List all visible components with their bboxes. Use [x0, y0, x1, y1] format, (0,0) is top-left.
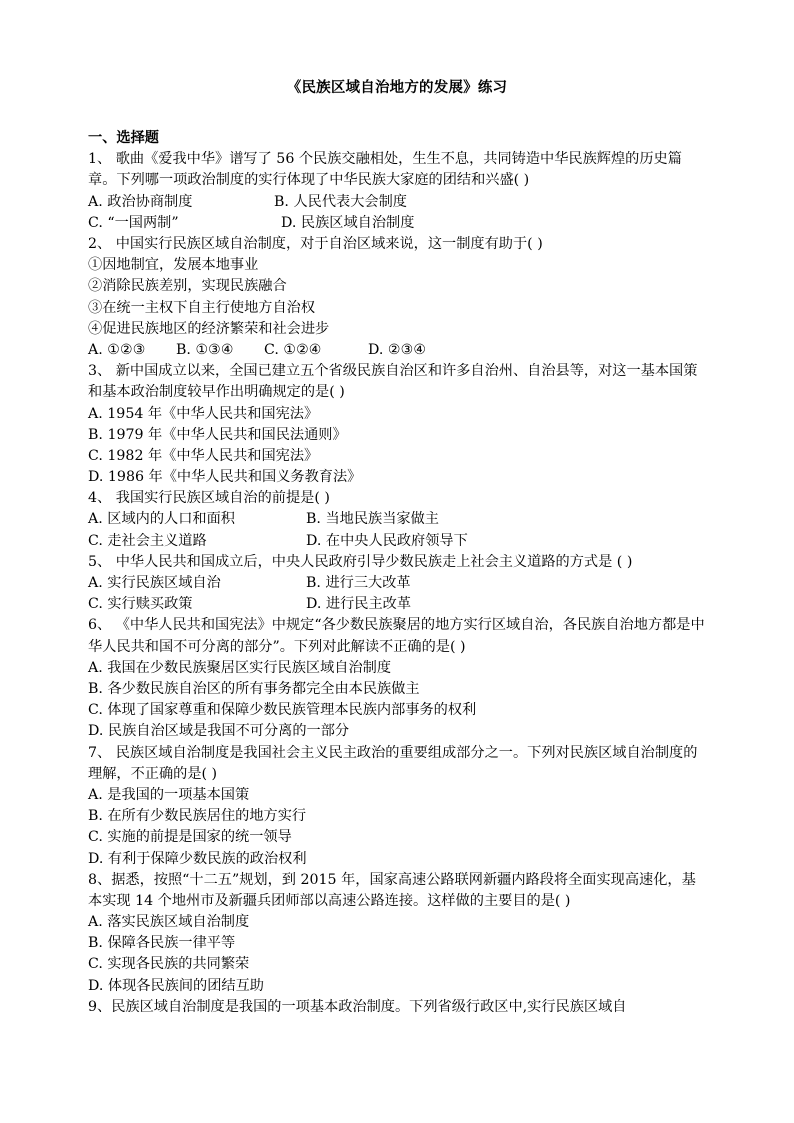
question-9-stem: 9、民族区域自治制度是我国的一项基本政治制度。下列省级行政区中,实行民族区域自	[88, 998, 627, 1015]
question-1-options-row-1	[88, 192, 708, 213]
question-1-option-b: B. 人民代表大会制度	[274, 193, 407, 210]
section-heading: 一、选择题	[88, 130, 159, 146]
question-6-option-d: D. 民族自治区域是我国不可分离的一部分	[88, 723, 350, 740]
question-list	[88, 128, 708, 1018]
question-1-option-a: A. 政治协商制度	[88, 193, 193, 210]
question-6-stem: 6、 《中华人民共和国宪法》中规定“各少数民族聚居的地方实行区域自治，各民族自治地方都是中华人民共和国不可分离的部分”。下列对此解读不正确的是( )	[88, 617, 705, 655]
question-4-option-d: D. 在中央人民政府领导下	[306, 532, 468, 549]
question-8-stem: 8、据悉，按照“十二五”规划，到 2015 年，国家高速公路联网新疆内路段将全面实现高速化，基本实现 14 个地州市及新疆兵团师部以高速公路连接。这样做的主要目的是( )	[88, 871, 696, 909]
question-4-option-c: C. 走社会主义道路	[88, 532, 207, 549]
question-3-option-c: C. 1982 年《中华人民共和国宪法》	[88, 447, 319, 464]
question-8-option-a: A. 落实民族区域自治制度	[88, 914, 250, 931]
question-2-option-a: A. ①②③	[88, 341, 146, 358]
question-5-option-c: C. 实行赎买政策	[88, 596, 193, 613]
question-4-options-row-2	[88, 531, 708, 552]
question-5-option-b: B. 进行三大改革	[306, 575, 411, 592]
question-2-item-3: ③在统一主权下自主行使地方自治权	[88, 299, 316, 316]
question-6-option-a: A. 我国在少数民族聚居区实行民族区域自治制度	[88, 659, 392, 676]
question-1-option-c: C. “一国两制”	[88, 214, 179, 231]
question-5-stem: 5、 中华人民共和国成立后，中央人民政府引导少数民族走上社会主义道路的方式是 ( )	[88, 553, 633, 570]
question-4-option-a: A. 区域内的人口和面积	[88, 511, 235, 528]
question-8-option-c: C. 实现各民族的共同繁荣	[88, 956, 250, 973]
question-3-option-b: B. 1979 年《中华人民共和国民法通则》	[88, 426, 347, 443]
question-2-option-c: C. ①②④	[264, 341, 322, 358]
question-7-option-c: C. 实施的前提是国家的统一领导	[88, 829, 292, 846]
question-1-options-row-2	[88, 213, 708, 234]
question-4-options-row-1	[88, 509, 708, 530]
question-7-option-a: A. 是我国的一项基本国策	[88, 786, 250, 803]
question-8-option-b: B. 保障各民族一律平等	[88, 935, 236, 952]
question-2-option-d: D. ②③④	[368, 341, 427, 358]
document-title: 《民族区域自治地方的发展》练习	[286, 79, 508, 96]
question-5-option-d: D. 进行民主改革	[306, 596, 412, 613]
question-2-stem: 2、 中国实行民族区域自治制度，对于自治区域来说，这一制度有助于( )	[88, 235, 543, 252]
question-2-option-b: B. ①③④	[176, 341, 234, 358]
question-6-option-b: B. 各少数民族自治区的所有事务都完全由本民族做主	[88, 680, 420, 697]
question-1-stem: 1、 歌曲《爱我中华》谱写了 56 个民族交融相处，生生不息，共同铸造中华民族辉煌的历史篇章。下列哪一项政治制度的实行体现了中华民族大家庭的团结和兴盛( )	[88, 151, 682, 189]
question-2-item-1: ①因地制宜，发展本地事业	[88, 257, 259, 274]
question-5-options-row-1	[88, 573, 708, 594]
question-4-stem: 4、 我国实行民族区域自治的前提是( )	[88, 490, 330, 507]
question-4-option-b: B. 当地民族当家做主	[306, 511, 439, 528]
question-2-item-2: ②消除民族差别，实现民族融合	[88, 278, 287, 295]
question-5-options-row-2	[88, 594, 708, 615]
question-7-option-d: D. 有利于保障少数民族的政治权利	[88, 850, 307, 867]
question-1-option-d: D. 民族区域自治制度	[281, 214, 415, 231]
question-2-options	[88, 340, 708, 361]
question-2-item-4: ④促进民族地区的经济繁荣和社会进步	[88, 320, 330, 337]
question-5-option-a: A. 实行民族区域自治	[88, 575, 221, 592]
question-3-option-d: D. 1986 年《中华人民共和国义务教育法》	[88, 469, 362, 486]
question-3-option-a: A. 1954 年《中华人民共和国宪法》	[88, 405, 319, 422]
question-7-option-b: B. 在所有少数民族居住的地方实行	[88, 808, 307, 825]
question-6-option-c: C. 体现了国家尊重和保障少数民族管理本民族内部事务的权利	[88, 702, 477, 719]
question-7-stem: 7、 民族区域自治制度是我国社会主义民主政治的重要组成部分之一。下列对民族区域自治制度的理解，不正确的是( )	[88, 744, 698, 782]
question-8-option-d: D. 体现各民族间的团结互助	[88, 977, 264, 994]
question-3-stem: 3、 新中国成立以来，全国已建立五个省级民族自治区和许多自治州、自治县等，对这一基本国策和基本政治制度较早作出明确规定的是( )	[88, 363, 698, 401]
